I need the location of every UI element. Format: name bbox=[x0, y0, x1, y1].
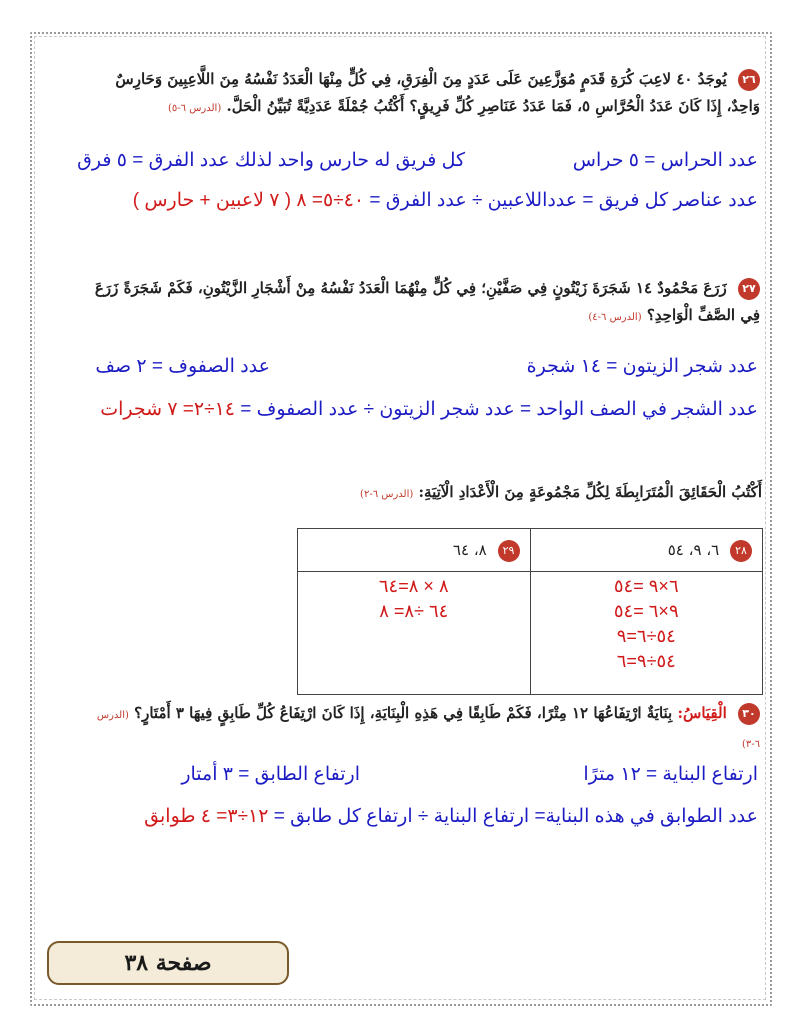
answer-building-height: ارتفاع البناية = ١٢ مترًا bbox=[583, 764, 758, 785]
answer-per-row-expression: عدد الشجر في الصف الواحد = عدد شجر الزيتون ÷ عدد الصفوف = bbox=[240, 399, 758, 420]
answer-teams: كل فريق له حارس واحد لذلك عدد الفرق = ٥ فرق bbox=[77, 150, 465, 171]
lesson-reference: (الدرس ٦-٣) bbox=[96, 710, 760, 750]
question-number-badge: ٢٦ bbox=[738, 69, 760, 91]
question-number-badge: ٢٩ bbox=[498, 540, 520, 562]
page-border-inner bbox=[34, 36, 766, 1000]
question-text: زَرَعَ مَحْمُودٌ ١٤ شَجَرَةَ زَيْتُونٍ فِي صَفَّيْنِ؛ فِي كُلٍّ مِنْهُمَا الْعَدَدُ نَفْسُهُ مِنْ أَشْجَارِ الزَّيْتُونِ، فَكَمْ شَجَرَةً زَرَعَ فِي الصَّفِّ الْوَاحِدِ؟ bbox=[94, 279, 760, 324]
question-30 bbox=[80, 700, 760, 758]
facts-q28-answers bbox=[530, 572, 763, 695]
question-number-badge: ٣٠ bbox=[738, 703, 760, 725]
facts-heading-text: أَكْتُبُ الْحَقَائِقَ الْمُتَرَابِطَةَ لِكُلِّ مَجْمُوعَةٍ مِنَ الْأَعْدَادِ الْآتِيَةِ: bbox=[418, 483, 762, 501]
answer-rows: عدد الصفوف = ٢ صف bbox=[95, 356, 270, 377]
lesson-reference: (الدرس ٦-٥) bbox=[167, 103, 222, 114]
fact-row: ٦٤ ÷٨= ٨ bbox=[379, 601, 449, 621]
number-set: ٨، ٦٤ bbox=[452, 541, 487, 559]
facts-heading bbox=[240, 483, 762, 501]
fact-row: ٩×٦ =٥٤ bbox=[613, 601, 679, 621]
lesson-reference: (الدرس ٦-٤) bbox=[588, 312, 642, 323]
facts-table bbox=[297, 528, 763, 695]
fact-row: ٥٤÷٩=٦ bbox=[616, 651, 676, 671]
question-26 bbox=[80, 66, 760, 122]
page-number-label: صفحة ٣٨ bbox=[47, 941, 289, 985]
answer-trees: عدد شجر الزيتون = ١٤ شجرة bbox=[526, 356, 758, 377]
answer-members-result: ٤٠÷٥= ٨ ( ٧ لاعبين + حارس ) bbox=[132, 190, 365, 211]
question-label: الْقِيَاسُ: bbox=[677, 704, 727, 722]
answer-guards: عدد الحراس = ٥ حراس bbox=[572, 150, 758, 171]
question-number-badge: ٢٨ bbox=[730, 540, 752, 562]
answer-per-row bbox=[68, 395, 758, 425]
facts-q29-header bbox=[298, 529, 531, 572]
answer-floor-height: ارتفاع الطابق = ٣ أمتار bbox=[181, 764, 360, 785]
answer-floors-expression: عدد الطوابق في هذه البناية= ارتفاع البناية ÷ ارتفاع كل طابق = bbox=[273, 806, 758, 827]
question-number-badge: ٢٧ bbox=[738, 278, 760, 300]
question-text: بِنَايَةٌ ارْتِفَاعُهَا ١٢ مِتْرًا، فَكَمْ طَابِقًا فِي هَذِهِ الْبِنَايَةِ، إِذَا كَانَ ارْتِفَاعُ كُلِّ طَابِقٍ فِيهَا ٣ أَمْتَارٍ؟ bbox=[134, 704, 673, 722]
answer-per-row-result: ١٤÷٢= ٧ شجرات bbox=[100, 399, 235, 420]
answer-floors bbox=[68, 802, 758, 832]
question-text: يُوجَدُ ٤٠ لاعِبَ كُرَةِ قَدَمٍ مُوَزَّعِينَ عَلَى عَدَدٍ مِنَ الْفِرَقِ، فِي كُلٍّ مِنْهَا الْعَدَدُ نَفْسُهُ مِنَ اللَّاعِبِينَ وَحَارِسٌ وَاحِدٌ، إِذَا كَانَ عَدَدُ الْحُرَّاسِ ٥، فَمَا عَدَدُ عَنَاصِرِ كُلِّ فَرِيقٍ؟ أَكْتُبُ جُمْلَةً عَدَدِيَّةً تُبَيِّنُ الْحَلَّ. bbox=[115, 70, 760, 115]
number-set: ٦، ٩، ٥٤ bbox=[667, 541, 720, 559]
facts-q28-header bbox=[530, 529, 763, 572]
lesson-reference: (الدرس ٦-٢) bbox=[360, 489, 414, 500]
answer-members-expression: عدد عناصر كل فريق = عدداللاعبين ÷ عدد الفرق = bbox=[369, 190, 758, 211]
fact-row: ٦×٩ =٥٤ bbox=[613, 576, 679, 596]
fact-row: ٨ × ٨=٦٤ bbox=[378, 576, 449, 596]
answer-members bbox=[68, 186, 758, 216]
question-27 bbox=[80, 275, 760, 331]
answer-floors-result: ١٢÷٣= ٤ طوابق bbox=[144, 806, 269, 827]
facts-q29-answers bbox=[298, 572, 531, 695]
fact-row: ٥٤÷٦=٩ bbox=[616, 626, 676, 646]
